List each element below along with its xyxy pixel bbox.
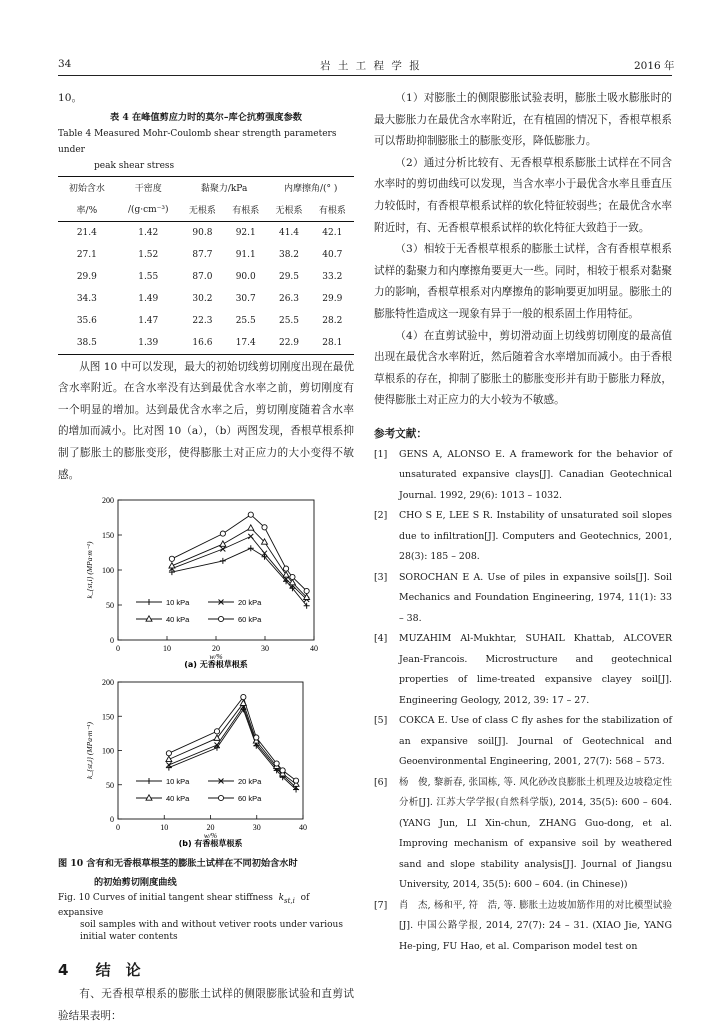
reference-number: [3] [374, 571, 388, 583]
table-cell: 1.47 [138, 315, 159, 326]
table-cell: 1.42 [138, 227, 159, 238]
col-header-density-unit: /(g·cm⁻³) [116, 199, 181, 222]
right-column [374, 88, 672, 957]
legend-label: 60 kPa [238, 615, 262, 625]
reference-item [374, 568, 672, 630]
subfigure-caption: (a) 无香根草根系 [184, 660, 248, 670]
table-cell: 26.3 [278, 293, 300, 304]
data-point [274, 761, 279, 766]
legend-label: 40 kPa [166, 615, 190, 625]
y-tick-label: 150 [102, 712, 114, 722]
table-cell: 29.9 [322, 293, 343, 304]
reference-text: SOROCHAN E A. Use of piles in expansive soils[J]. Soil Mechanics and Foundation Engineering, 1974, 11(1): 33 – 38. [399, 571, 672, 624]
reference-number: [6] [374, 776, 388, 788]
sub-header-no-root: 无根系 [267, 199, 310, 222]
table-caption-cn: 表 4 在峰值剪应力时的莫尔–库仑抗剪强度参数 [110, 111, 302, 123]
table-cell: 30.7 [235, 293, 256, 304]
page-number: 34 [58, 58, 72, 70]
reference-text: COKCA E. Use of class C fly ashes for the stabilization of an expansive soil[J]. Journal of Geotechnical and Geoenvironmental Engineering, 2001, 27(7): 568 – 573. [399, 715, 672, 768]
data-point [146, 599, 152, 605]
figure-caption-en-line3: initial water contents [80, 931, 178, 942]
header-rule [58, 75, 672, 76]
table-cell: 28.2 [322, 315, 343, 326]
table-cell: 1.55 [138, 271, 159, 282]
sub-header-with-root: 有根系 [311, 199, 354, 222]
data-point [290, 575, 295, 580]
data-point [293, 778, 298, 783]
continued-text: 10。 [58, 92, 83, 104]
data-point [220, 547, 225, 552]
table-cell: 21.4 [76, 227, 97, 238]
table-cell: 25.5 [235, 315, 256, 326]
data-point [248, 512, 253, 517]
sub-header-no-root: 无根系 [181, 199, 224, 222]
col-header-density: 干密度 [116, 176, 181, 199]
data-point [146, 795, 152, 800]
x-axis-label: w/% [209, 652, 223, 662]
table-cell: 29.9 [76, 271, 97, 282]
table-cell: 28.1 [311, 332, 354, 355]
table-cell: 92.1 [235, 227, 256, 238]
table-cell: 1.52 [138, 249, 159, 260]
data-point [248, 534, 253, 539]
series-line [172, 528, 307, 597]
data-point [218, 617, 223, 622]
y-tick-label: 100 [102, 566, 114, 576]
reference-number: [5] [374, 715, 388, 727]
table-cell: 35.6 [76, 315, 97, 326]
data-point [220, 531, 225, 536]
y-axis-label: k_{st,i} (MPa·m⁻¹) [85, 541, 94, 599]
data-point [283, 566, 288, 571]
reference-item [374, 711, 672, 773]
figure-caption-cn-line2: 的初始剪切刚度曲线 [94, 877, 177, 889]
table-cell: 22.3 [192, 315, 213, 326]
reference-number: [2] [374, 510, 388, 522]
x-tick-label: 20 [206, 823, 215, 833]
x-tick-label: 10 [160, 823, 169, 833]
legend-label: 10 kPa [166, 598, 190, 608]
col-header-cohesion: 黏聚力/kPa [181, 176, 268, 199]
table-cell: 90.8 [192, 227, 213, 238]
table-cell: 1.49 [138, 293, 159, 304]
sub-header-with-root: 有根系 [224, 199, 267, 222]
legend-label: 20 kPa [238, 598, 262, 608]
conclusion-3: （3）相较于无香根草根系的膨胀土试样，含有香根草根系试样的黏聚力和内摩擦角要更大一些。同时，相较于根系对黏聚力的影响，香根草根系对内摩擦角的影响要更加明显。膨胀土的膨胀特性造成这一现象有异于一般的根系固土作用特征。 [374, 243, 672, 320]
legend-label: 60 kPa [238, 794, 262, 804]
data-point [218, 796, 223, 801]
reference-text: 杨 俊, 黎新春, 张国栋, 等. 风化砂改良膨胀土机理及边坡稳定性分析[J]. 江苏大学学报(自然科学版), 2014, 35(5): 600 – 604. (YANG Jun, LI Xin-chun, ZHANG Guo-dong, et al. Improving mechanism of expansive soil by weathered sand and slope stability analysis[J]. Journal of Jiangsu University, 2014, 35(5): 600 – 604. (in Chinese)) [399, 776, 672, 891]
x-tick-label: 30 [261, 644, 269, 654]
col-header-friction: 内摩擦角/(° ) [267, 176, 354, 199]
reference-number: [7] [374, 899, 388, 911]
table-cell: 17.4 [224, 332, 267, 355]
reference-item [374, 506, 672, 568]
table-cell: 16.6 [181, 332, 224, 355]
figure-caption-en-line2: soil samples with and without vetiver roots under various [80, 919, 343, 930]
reference-number: [1] [374, 448, 388, 460]
y-tick-label: 0 [110, 636, 114, 646]
left-column [58, 88, 354, 1027]
table-caption-en [58, 126, 354, 174]
reference-text: MUZAHIM Al-Mukhtar, SUHAIL Khattab, ALCOVER Jean-Francois. Microstructure and geotechnical properties of lime-treated expansive clayey soil[J]. Engineering Geology, 2012, 39: 17 – 27. [399, 633, 672, 706]
series-line [169, 707, 296, 788]
table-cell: 27.1 [76, 249, 97, 260]
y-tick-label: 50 [106, 780, 114, 790]
y-tick-label: 100 [102, 746, 114, 756]
x-tick-label: 0 [116, 644, 120, 654]
table-cell: 22.9 [267, 332, 310, 355]
section-title: 结 论 [95, 960, 141, 979]
conclusion-1: （1）对膨胀土的侧限膨胀试验表明，膨胀土吸水膨胀时的最大膨胀力在最优含水率附近，在有植固的情况下，香根草根系可以帮助抑制膨胀土的膨胀变形，降低膨胀力。 [374, 92, 672, 148]
data-point [166, 751, 171, 756]
table-cell: 42.1 [322, 227, 343, 238]
table-body [58, 221, 354, 354]
year: 2016 年 [634, 60, 675, 72]
reference-text: CHO S E, LEE S R. Instability of unsaturated soil slopes due to infiltration[J]. Computers and Geotechnics, 2001, 28(3): 185 – 208. [399, 510, 672, 563]
table-row [58, 332, 354, 355]
table-row [58, 310, 354, 332]
data-point [214, 729, 219, 734]
table-row [58, 244, 354, 266]
x-tick-label: 40 [299, 823, 307, 833]
x-tick-label: 40 [310, 644, 318, 654]
table-cell: 38.5 [58, 332, 116, 355]
data-point [248, 545, 254, 551]
data-point [283, 572, 289, 577]
y-axis-label: k_{st,i} (MPa·m⁻¹) [85, 722, 94, 780]
x-tick-label: 30 [252, 823, 261, 833]
y-tick-label: 150 [102, 531, 114, 541]
col-header-water-unit: 率/% [58, 199, 116, 222]
chart-a [58, 492, 354, 674]
y-tick-label: 50 [106, 601, 114, 611]
data-point [220, 558, 226, 564]
reference-text: 肖 杰, 杨和平, 符 浩, 等. 膨胀土边坡加筋作用的对比模型试验[J]. 中国公路学报, 2014, 27(7): 24 – 31. (XIAO Jie, YANG He-ping, FU Hao, et al. Comparison model test on [399, 899, 672, 952]
y-tick-label: 0 [110, 815, 114, 825]
x-tick-label: 20 [212, 644, 220, 654]
figure-caption-cn-line1: 图 10 含有和无香根草根茎的膨胀土试样在不同初始含水时 [58, 858, 298, 870]
data-point [146, 616, 152, 621]
table-cell: 34.3 [76, 293, 97, 304]
legend-label: 40 kPa [166, 794, 190, 804]
figure-caption-en [58, 892, 354, 943]
subfigure-caption: (b) 有香根草根系 [178, 839, 243, 849]
table-cell: 30.2 [192, 293, 213, 304]
figure-caption-en-line1: Fig. 10 Curves of initial tangent shear stiffness [58, 893, 273, 904]
section-heading [58, 959, 354, 980]
data-point [146, 778, 152, 784]
data-point [241, 695, 246, 700]
data-point [280, 768, 285, 773]
x-tick-label: 0 [116, 823, 120, 833]
legend-label: 10 kPa [166, 777, 190, 787]
legend-label: 20 kPa [238, 777, 262, 787]
table-cell: 1.39 [116, 332, 181, 355]
conclusion-4: （4）在直剪试验中，剪切滑动面上切线剪切刚度的最高值出现在最优含水率附近，然后随着含水率增加而减小。由于香根草根系的存在，抑制了膨胀土的膨胀变形并有助于膨胀力释放，使得膨胀土对正应力的大小较为不敏感。 [374, 329, 672, 407]
x-axis-label: w/% [203, 831, 218, 841]
data-point [169, 556, 174, 561]
paragraph-fig10: 从图 10 中可以发现，最大的初始切线剪切刚度出现在最优含水率附近。在含水率没有达到最优含水率之前，剪切刚度有一个明显的增加。达到最优含水率之后，剪切刚度随着含水率的增加而减小。比对图 10（a），（b）两图发现，香根草根系抑制了膨胀土的膨胀变形，使得膨胀土对正应力的大小变得不敏感。 [58, 360, 354, 481]
journal-title: 岩 土 工 程 学 报 [320, 60, 422, 72]
data-point [262, 525, 267, 530]
data-point [248, 525, 254, 530]
table-cell: 40.7 [322, 249, 343, 260]
chart-b [58, 676, 354, 852]
data-point [254, 735, 259, 740]
data-point [220, 541, 226, 546]
reference-number: [4] [374, 633, 388, 645]
col-header-water: 初始含水 [58, 176, 116, 199]
y-tick-label: 200 [102, 678, 114, 688]
reference-item [374, 629, 672, 711]
k-symbol: $k_{st,i}$ [275, 893, 295, 905]
table-cell: 87.0 [192, 271, 213, 282]
table-caption-en-line1: Table 4 Measured Mohr-Coulomb shear strength parameters under [58, 128, 337, 155]
reference-item [374, 773, 672, 896]
table-cell: 25.5 [278, 315, 300, 326]
table-cell: 29.5 [278, 271, 300, 282]
table-row [58, 266, 354, 288]
figure-caption-en-line1b: of expansive [58, 893, 310, 918]
reference-text: GENS A, ALONSO E. A framework for the behavior of unsaturated expansive clays[J]. Canadian Geotechnical Journal. 1992, 29(6): 1013 – 1032. [399, 448, 672, 501]
table-cell: 90.0 [235, 271, 256, 282]
references-heading: 参考文献： [374, 427, 427, 440]
section-number: 4 [58, 960, 69, 979]
table-cell: 87.7 [192, 249, 213, 260]
references-list [374, 445, 672, 958]
data-point [304, 589, 309, 594]
shear-strength-table [58, 176, 354, 355]
table-row [58, 288, 354, 310]
table-cell: 33.2 [322, 271, 343, 282]
table-cell: 91.1 [235, 249, 256, 260]
reference-item [374, 445, 672, 507]
table-cell: 38.2 [278, 249, 300, 260]
x-tick-label: 10 [163, 644, 171, 654]
table-caption-en-line2: peak shear stress [94, 160, 175, 171]
table-row [58, 221, 354, 244]
conclusion-intro: 有、无香根草根系的膨胀土试样的侧限膨胀试验和直剪试验结果表明： [58, 987, 354, 1022]
reference-item [374, 896, 672, 958]
figure-caption-cn [58, 854, 354, 892]
table-cell: 41.4 [278, 227, 300, 238]
conclusion-2: （2）通过分析比较有、无香根草根系膨胀土试样在不同含水率时的剪切曲线可以发现，当含水率小于最优含水率且垂直压力较低时，有香根草根系试样的软化特征较弱些；在最优含水率附近时，有、无香根草根系试样的软化特征大致趋于一致。 [374, 156, 672, 234]
y-tick-label: 200 [102, 496, 114, 506]
